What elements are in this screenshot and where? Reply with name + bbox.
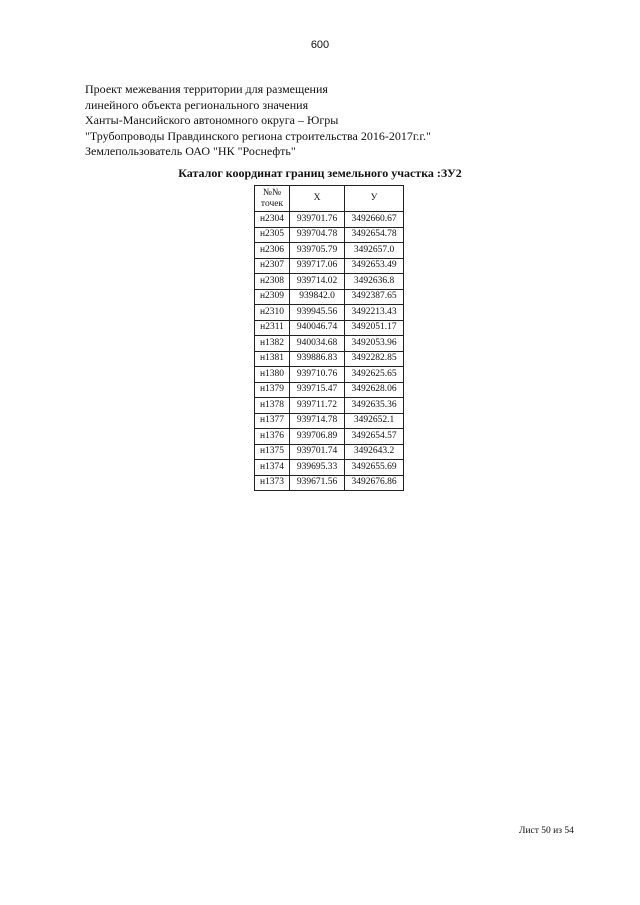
point-number-cell: н1374	[255, 460, 290, 476]
point-number-cell: н1382	[255, 336, 290, 352]
x-coordinate-cell: 939714.02	[290, 274, 345, 290]
header-line: Проект межевания территории для размещения	[85, 82, 328, 96]
point-number-cell: н2305	[255, 227, 290, 243]
x-coordinate-cell: 939711.72	[290, 398, 345, 414]
page-number: 600	[310, 39, 330, 51]
y-coordinate-cell: 3492643.2	[345, 444, 404, 460]
column-header-num-line2: точек	[260, 198, 284, 209]
header-line: "Трубопроводы Правдинского региона строительства 2016-2017г.г."	[85, 128, 431, 143]
x-coordinate-cell: 940046.74	[290, 320, 345, 336]
coordinates-table	[254, 185, 404, 491]
point-number-cell: н2311	[255, 320, 290, 336]
catalog-title: Каталог координат границ земельного участка :ЗУ2	[178, 166, 462, 180]
y-coordinate-cell: 3492636.8	[345, 274, 404, 290]
x-coordinate-cell: 939842.0	[290, 289, 345, 305]
table-row	[255, 413, 404, 429]
point-number-cell: н1377	[255, 413, 290, 429]
table-row	[255, 444, 404, 460]
table-row	[255, 289, 404, 305]
x-coordinate-cell: 939710.76	[290, 367, 345, 383]
table-row	[255, 212, 404, 228]
table-row	[255, 258, 404, 274]
table-header-row	[255, 186, 404, 212]
x-coordinate-cell: 939695.33	[290, 460, 345, 476]
x-coordinate-cell: 939706.89	[290, 429, 345, 445]
column-header-num-line1: №№	[262, 187, 282, 198]
y-coordinate-cell: 3492387.65	[345, 289, 404, 305]
column-header-x: Х	[290, 186, 345, 212]
y-coordinate-cell: 3492660.67	[345, 212, 404, 228]
point-number-cell: н1381	[255, 351, 290, 367]
x-coordinate-cell: 939701.74	[290, 444, 345, 460]
y-coordinate-cell: 3492213.43	[345, 305, 404, 321]
y-coordinate-cell: 3492635.36	[345, 398, 404, 414]
point-number-cell: н1376	[255, 429, 290, 445]
x-coordinate-cell: 939671.56	[290, 475, 345, 491]
x-coordinate-cell: 939705.79	[290, 243, 345, 259]
point-number-cell: н1373	[255, 475, 290, 491]
y-coordinate-cell: 3492653.49	[345, 258, 404, 274]
x-coordinate-cell: 939717.06	[290, 258, 345, 274]
point-number-cell: н2304	[255, 212, 290, 228]
y-coordinate-cell: 3492053.96	[345, 336, 404, 352]
table-row	[255, 475, 404, 491]
y-coordinate-cell: 3492654.78	[345, 227, 404, 243]
y-coordinate-cell: 3492051.17	[345, 320, 404, 336]
table-row	[255, 460, 404, 476]
y-coordinate-cell: 3492652.1	[345, 413, 404, 429]
point-number-cell: н1379	[255, 382, 290, 398]
x-coordinate-cell: 939704.78	[290, 227, 345, 243]
table-row	[255, 367, 404, 383]
header-line: линейного объекта регионального значения	[85, 97, 309, 112]
x-coordinate-cell: 939886.83	[290, 351, 345, 367]
y-coordinate-cell: 3492676.86	[345, 475, 404, 491]
y-coordinate-cell: 3492282.85	[345, 351, 404, 367]
project-header	[85, 82, 431, 160]
point-number-cell: н1375	[255, 444, 290, 460]
x-coordinate-cell: 939715.47	[290, 382, 345, 398]
y-coordinate-cell: 3492655.69	[345, 460, 404, 476]
x-coordinate-cell: 939714.78	[290, 413, 345, 429]
table-row	[255, 227, 404, 243]
table-row	[255, 429, 404, 445]
y-coordinate-cell: 3492654.57	[345, 429, 404, 445]
y-coordinate-cell: 3492625.65	[345, 367, 404, 383]
column-header-y: У	[345, 186, 404, 212]
x-coordinate-cell: 939945.56	[290, 305, 345, 321]
table-row	[255, 274, 404, 290]
column-header-point-number	[255, 186, 290, 212]
point-number-cell: н1378	[255, 398, 290, 414]
point-number-cell: н2307	[255, 258, 290, 274]
table-row	[255, 320, 404, 336]
point-number-cell: н1380	[255, 367, 290, 383]
table-row	[255, 305, 404, 321]
header-line: Землепользователь ОАО "НК "Роснефть"	[85, 144, 296, 158]
sheet-footer: Лист 50 из 54	[519, 826, 574, 836]
point-number-cell: н2310	[255, 305, 290, 321]
table-row	[255, 243, 404, 259]
y-coordinate-cell: 3492628.06	[345, 382, 404, 398]
point-number-cell: н2306	[255, 243, 290, 259]
x-coordinate-cell: 939701.76	[290, 212, 345, 228]
table-row	[255, 398, 404, 414]
x-coordinate-cell: 940034.68	[290, 336, 345, 352]
point-number-cell: н2309	[255, 289, 290, 305]
point-number-cell: н2308	[255, 274, 290, 290]
table-row	[255, 382, 404, 398]
table-row	[255, 351, 404, 367]
header-line: Ханты-Мансийского автономного округа – Югры	[85, 113, 339, 127]
coordinates-table-body	[255, 212, 404, 491]
table-row	[255, 336, 404, 352]
y-coordinate-cell: 3492657.0	[345, 243, 404, 259]
